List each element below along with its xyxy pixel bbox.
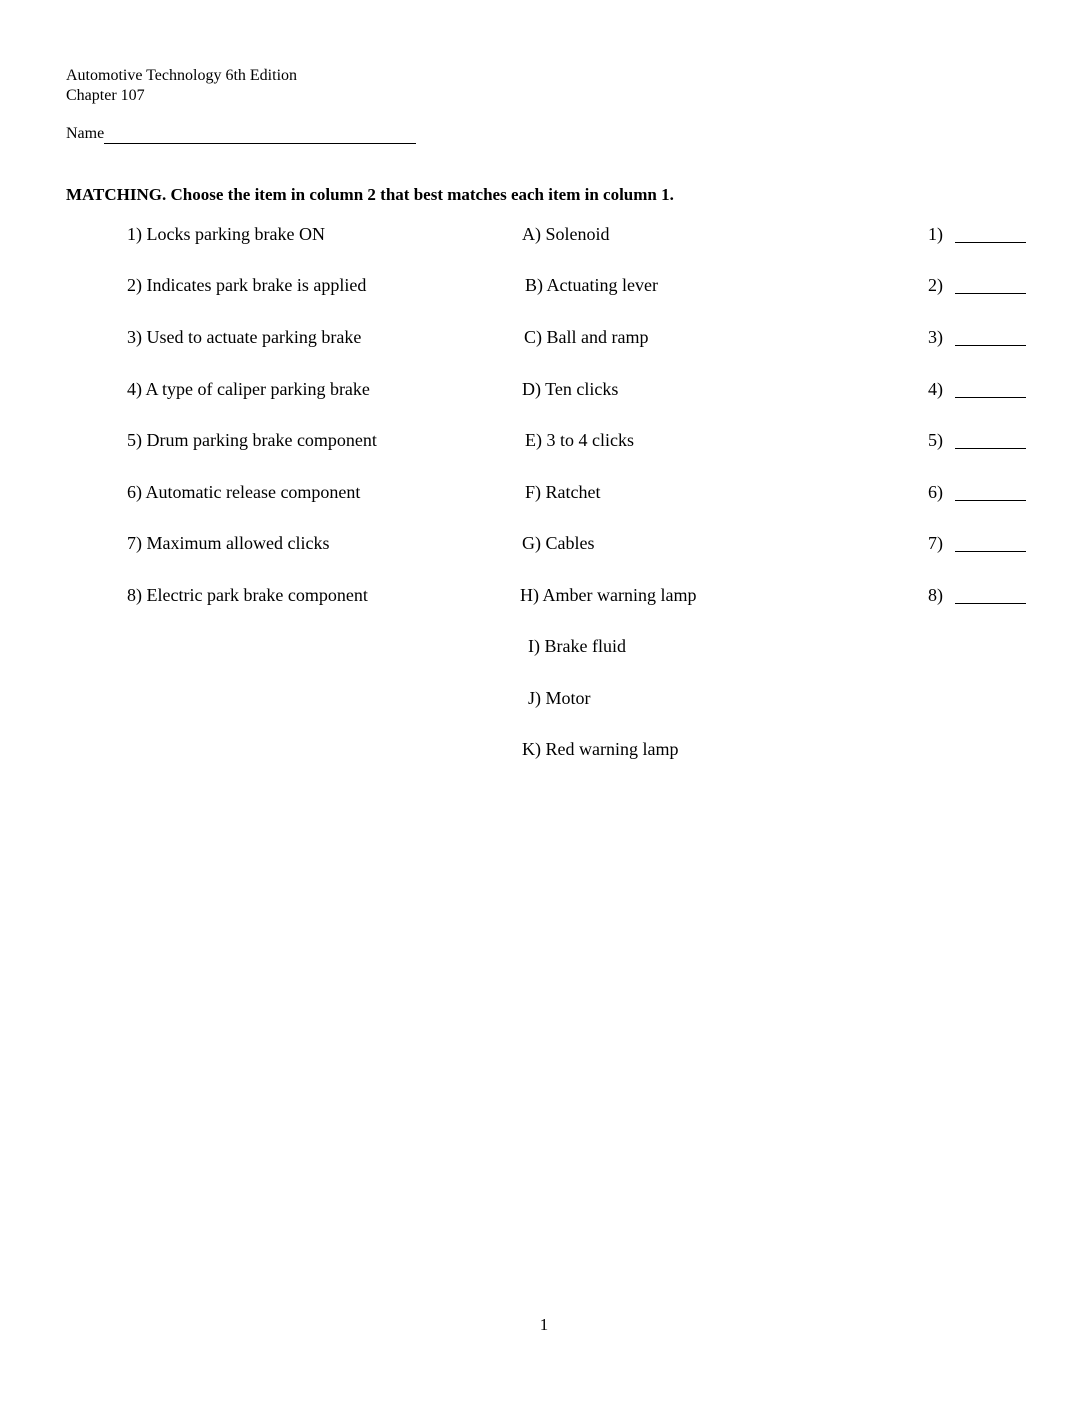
answer-number: 6) (928, 482, 943, 502)
matching-row (0, 377, 1088, 401)
answer-blank[interactable] (955, 551, 1026, 552)
answer-number: 5) (928, 430, 943, 450)
column1-item: 4) A type of caliper parking brake (127, 379, 370, 399)
column1-item: 1) Locks parking brake ON (127, 224, 325, 244)
answer-number: 4) (928, 379, 943, 399)
chapter-label: Chapter 107 (66, 87, 145, 104)
answer-blank[interactable] (955, 345, 1026, 346)
column2-item: G) Cables (522, 533, 595, 553)
column2-item: K) Red warning lamp (522, 739, 679, 759)
answer-number: 1) (928, 224, 943, 244)
answer-number: 7) (928, 533, 943, 553)
name-field (66, 124, 416, 144)
name-label: Name (66, 125, 105, 142)
matching-instructions: MATCHING. Choose the item in column 2 that best matches each item in column 1. (66, 185, 674, 204)
matching-row (0, 325, 1088, 349)
column1-item: 5) Drum parking brake component (127, 430, 377, 450)
answer-blank[interactable] (955, 500, 1026, 501)
page-number: 1 (539, 1315, 549, 1334)
answer-number: 8) (928, 585, 943, 605)
answer-number: 3) (928, 327, 943, 347)
matching-row (0, 273, 1088, 297)
column2-item: J) Motor (528, 688, 591, 708)
matching-row (0, 634, 1088, 658)
column2-item: E) 3 to 4 clicks (525, 430, 634, 450)
answer-blank[interactable] (955, 448, 1026, 449)
matching-row (0, 222, 1088, 246)
column2-item: I) Brake fluid (528, 636, 626, 656)
matching-row (0, 737, 1088, 761)
column2-item: C) Ball and ramp (524, 327, 649, 347)
matching-row (0, 686, 1088, 710)
column1-item: 8) Electric park brake component (127, 585, 368, 605)
matching-row (0, 531, 1088, 555)
answer-number: 2) (928, 275, 943, 295)
column2-item: D) Ten clicks (522, 379, 619, 399)
column1-item: 2) Indicates park brake is applied (127, 275, 367, 295)
matching-row (0, 428, 1088, 452)
matching-row (0, 480, 1088, 504)
column2-item: H) Amber warning lamp (520, 585, 697, 605)
column2-item: B) Actuating lever (525, 275, 658, 295)
answer-blank[interactable] (955, 242, 1026, 243)
column1-item: 3) Used to actuate parking brake (127, 327, 362, 347)
answer-blank[interactable] (955, 603, 1026, 604)
answer-blank[interactable] (955, 397, 1026, 398)
column2-item: F) Ratchet (525, 482, 601, 502)
book-title: Automotive Technology 6th Edition (66, 67, 298, 84)
column1-item: 6) Automatic release component (127, 482, 361, 502)
answer-blank[interactable] (955, 293, 1026, 294)
matching-row (0, 583, 1088, 607)
name-blank-line[interactable] (104, 125, 416, 144)
column1-item: 7) Maximum allowed clicks (127, 533, 330, 553)
column2-item: A) Solenoid (522, 224, 610, 244)
